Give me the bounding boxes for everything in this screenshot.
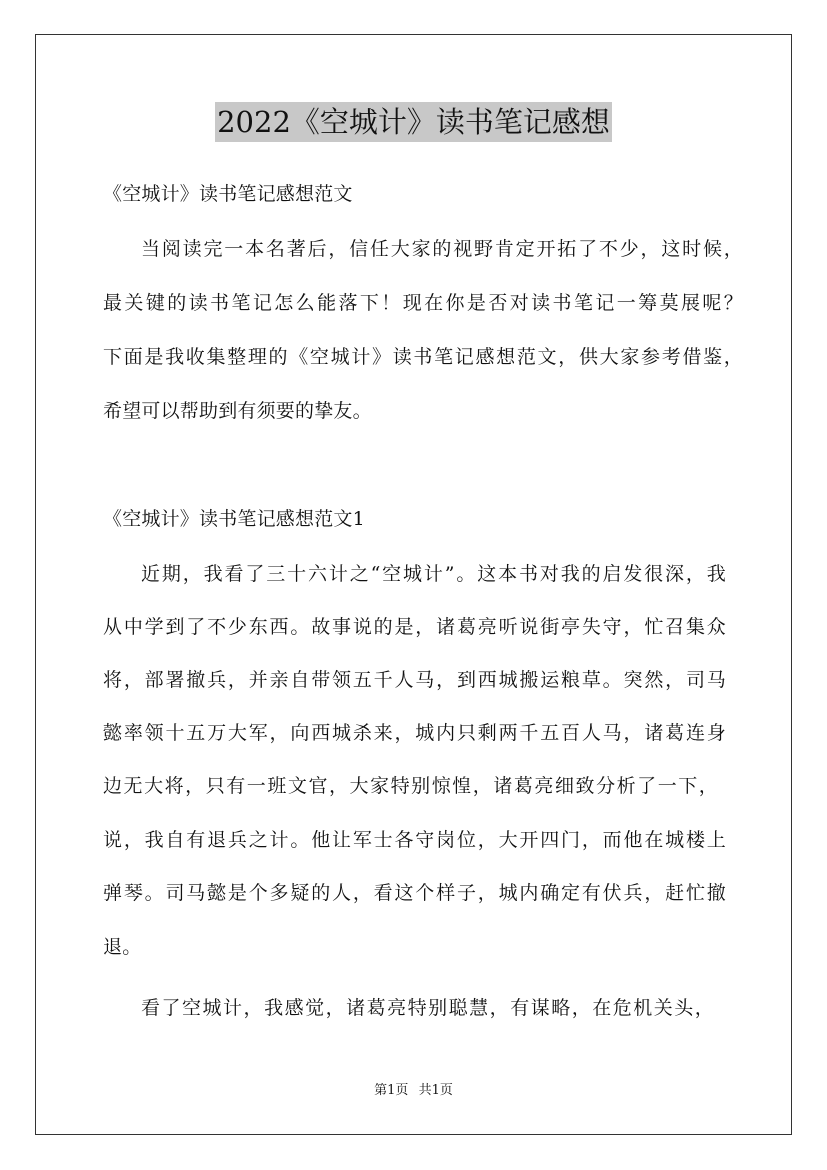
page-footer	[0, 1082, 827, 1100]
section1-line-3: 将，部署撤兵，并亲自带领五千人马，到西城搬运粮草。突然，司马	[103, 669, 726, 691]
section1-line-7: 弹琴。司马懿是个多疑的人，看这个样子，城内确定有伏兵，赶忙撤	[103, 882, 726, 904]
section1-line-4: 懿率领十五万大军，向西城杀来，城内只剩两千五百人马，诸葛连身	[103, 722, 726, 744]
section1-line-2: 从中学到了不少东西。故事说的是，诸葛亮听说街亭失守，忙召集众	[103, 616, 726, 638]
section1-para2-line-1: 看了空城计，我感觉，诸葛亮特别聪慧，有谋略，在危机关头，	[141, 997, 714, 1019]
section1-heading: 《空城计》读书笔记感想范文1	[103, 508, 365, 530]
intro-line-2: 最关键的读书笔记怎么能落下！现在你是否对读书笔记一筹莫展呢？	[103, 292, 743, 314]
section1-line-5: 边无大将，只有一班文官，大家特别惊惶，诸葛亮细致分析了一下，	[103, 775, 718, 797]
document-title: 2022《空城计》读书笔记感想	[215, 102, 612, 142]
intro-line-3: 下面是我收集整理的《空城计》读书笔记感想范文，供大家参考借鉴，	[103, 346, 743, 368]
intro-line-1: 当阅读完一本名著后，信任大家的视野肯定开拓了不少，这时候，	[141, 238, 743, 260]
section1-line-8: 退。	[103, 936, 142, 958]
section1-line-1: 近期，我看了三十六计之“空城计”。这本书对我的启发很深，我	[141, 563, 726, 585]
document-subtitle: 《空城计》读书笔记感想范文	[103, 183, 353, 205]
page-number-current: 第1页	[374, 1083, 409, 1098]
title-container	[0, 102, 827, 142]
page-number-total: 共1页	[418, 1083, 453, 1098]
section1-line-6: 说，我自有退兵之计。他让军士各守岗位，大开四门，而他在城楼上	[103, 829, 726, 851]
intro-line-4: 希望可以帮助到有须要的挚友。	[103, 400, 372, 422]
